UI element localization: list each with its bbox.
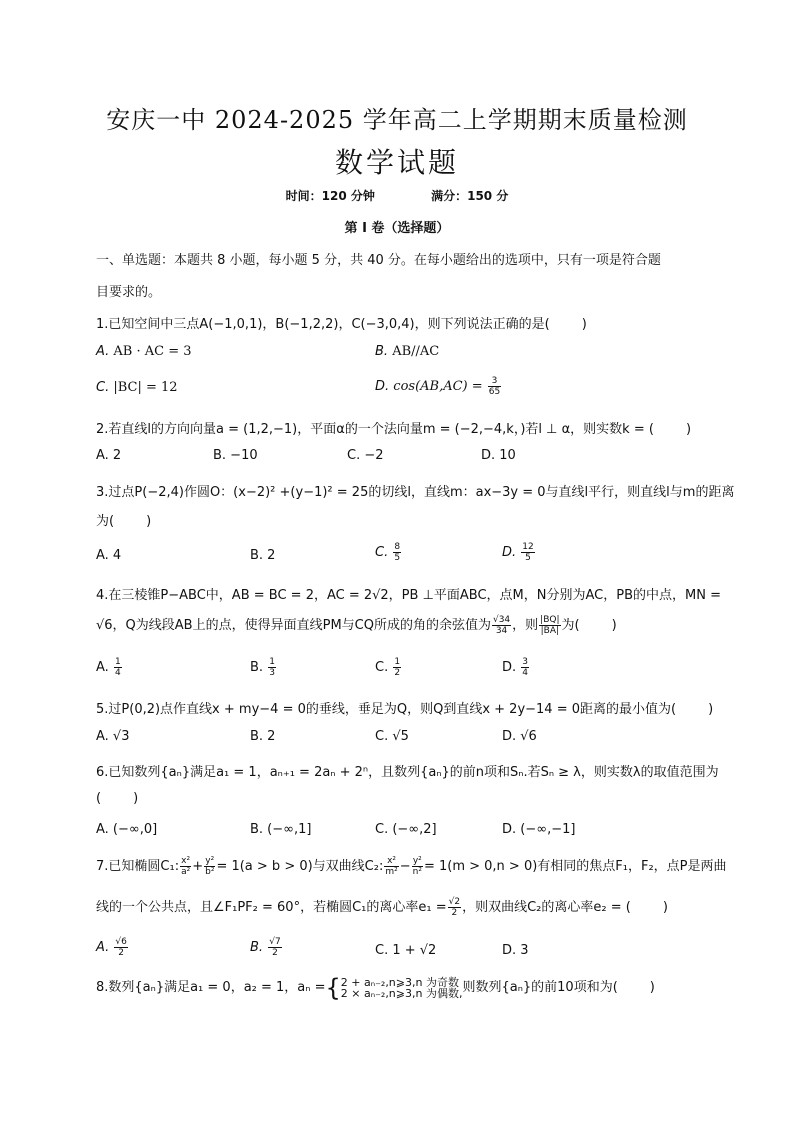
q7-ellipse-x [180, 856, 191, 877]
q7-hyper-x-num: x² [384, 856, 398, 867]
q8-stem1: 8.数列{aₙ}满足a₁ = 0，a₂ = 1，aₙ = [96, 980, 326, 995]
q4-stem2c: 为( [561, 618, 580, 633]
q3-stem2: 为( [96, 514, 115, 529]
section-instruction-2: 目要求的。 [96, 285, 162, 300]
q3-d-fraction [521, 542, 534, 563]
q1-d-den: 65 [488, 387, 501, 397]
q8-piecewise [325, 973, 463, 1002]
q7-stem1c: = 1(m > 0,n > 0)有相同的焦点F₁，F₂，点P是两曲 [423, 859, 727, 874]
q2-option-c: C. −2 [347, 448, 384, 463]
q5-option-c: C. √5 [375, 729, 409, 744]
q2-option-b: B. −10 [213, 448, 258, 463]
q5-option-b: B. 2 [250, 729, 276, 744]
q1-option-d [375, 376, 502, 397]
q6-close: ) [133, 791, 139, 806]
q4-stem2b: ，则 [512, 618, 539, 633]
q3-c-fraction [393, 542, 401, 563]
q7-b-label: B. [250, 940, 264, 955]
q7-ellipse-y-num: y² [205, 856, 215, 866]
q1-option-c [96, 380, 178, 395]
q3-option-c [375, 542, 402, 563]
q2-stem [96, 418, 691, 437]
q3-stem-line2 [96, 510, 151, 529]
q4-c-label: C. [375, 660, 389, 675]
q3-d-label: D. [502, 545, 517, 560]
q4-stem-line2 [96, 614, 617, 636]
q7-stem1a: 7.已知椭圆C₁: [96, 859, 180, 874]
q4-option-b [250, 657, 277, 678]
q7-ellipse-y [204, 856, 215, 877]
q4-a-den: 4 [114, 668, 121, 678]
q7-a-fraction [114, 937, 127, 958]
q4-option-d [502, 657, 530, 678]
q3-option-b: B. 2 [250, 548, 276, 563]
q1-b-label: B. [375, 344, 389, 359]
q4-cos-num: √34 [492, 615, 511, 625]
q7-option-a [96, 937, 129, 958]
q3-d-den: 5 [525, 553, 531, 563]
exam-meta [0, 187, 794, 204]
q2-stem-text: 2.若直线l的方向向量a = (1,2,−1)，平面α的一个法向量m = (−2,−4,k，)若l ⊥ α，则实数k = ( [96, 422, 654, 437]
q7-hyper-y-den: n² [412, 867, 422, 877]
q1-d-num: 3 [488, 376, 501, 387]
q6-stem-line1: 6.已知数列{aₙ}满足a₁ = 1，aₙ₊₁ = 2aₙ + 2ⁿ，且数列{aₙ}的前n项和Sₙ.若Sₙ ≥ λ，则实数λ的取值范围为 [96, 765, 719, 780]
q5-close: ) [708, 702, 714, 717]
q7-b-num: √7 [269, 937, 281, 947]
q4-ratio-den: |BA| [540, 626, 560, 636]
q4-d-fraction [521, 657, 529, 678]
q4-ratio-num: |BQ| [540, 615, 560, 625]
q4-option-a [96, 657, 123, 678]
q7-option-c: C. 1 + √2 [375, 943, 437, 958]
q1-d-label: D. [375, 379, 390, 394]
q3-c-den: 5 [394, 553, 401, 563]
q4-d-num: 3 [522, 657, 529, 667]
q3-stem-line1: 3.过点P(−2,4)作圆O：(x−2)² +(y−1)² = 25的切线l，直线m：ax−3y = 0与直线l平行，则直线l与m的距离 [96, 485, 735, 500]
q1-c-label: C. [96, 380, 110, 395]
q1-d-fraction [488, 376, 501, 397]
q5-stem [96, 698, 713, 717]
q6-stem-line2 [96, 791, 138, 806]
q3-c-num: 8 [394, 542, 401, 552]
q8-stem [96, 973, 655, 1002]
q4-b-label: B. [250, 660, 264, 675]
volume-heading: 第 I 卷（选择题） [344, 221, 450, 236]
q1-c-text: |BC| = 12 [113, 380, 178, 395]
q7-hyper-y [412, 856, 423, 877]
q4-a-num: 1 [114, 657, 121, 667]
q1-stem-text: 1.已知空间中三点A(−1,0,1)，B(−1,2,2)，C(−3,0,4)，则下列说法正确的是( [96, 317, 550, 332]
q7-stem2a: 线的一个公共点，且∠F₁PF₂ = 60°，若椭圆C₁的离心率e₁ = [96, 900, 447, 915]
q4-a-fraction [114, 657, 122, 678]
q4-stem-line1: 4.在三棱锥P−ABC中，AB = BC = 2，AC = 2√2，PB ⊥平面ABC，点M，N分别为AC，PB的中点，MN = [96, 588, 721, 603]
q6-stem2: ( [96, 791, 102, 806]
q3-close: ) [146, 514, 152, 529]
q4-d-den: 4 [522, 668, 529, 678]
q7-hyper-x [384, 856, 398, 877]
q7-ellipse-x-num: x² [181, 856, 191, 866]
q7-stem2b: ，则双曲线C₂的离心率e₂ = ( [462, 900, 631, 915]
q4-b-den: 3 [269, 668, 275, 678]
q7-e1-fraction [448, 897, 461, 918]
q7-ellipse-y-den: b² [205, 867, 215, 877]
q4-ratio-fraction [539, 615, 560, 636]
q2-option-a: A. 2 [96, 448, 122, 463]
q4-cos-den: 34 [495, 626, 508, 636]
q2-option-d: D. 10 [481, 448, 516, 463]
q7-b-fraction [268, 937, 281, 958]
q4-b-num: 1 [269, 657, 275, 667]
q6-option-c: C. (−∞,2] [375, 822, 437, 837]
q8-case1: 2 + aₙ₋₂,n⩾3,n 为奇数 [340, 975, 459, 989]
q4-d-label: D. [502, 660, 517, 675]
q7-stem-line2 [96, 896, 668, 918]
q1-d-text: cos(AB,AC) = [393, 379, 483, 394]
q4-c-num: 1 [394, 657, 401, 667]
q4-a-label: A. [96, 660, 109, 675]
q1-a-label: A. [96, 344, 110, 359]
q4-cos-fraction [492, 615, 511, 636]
q5-stem-text: 5.过P(0,2)点作直线x + my−4 = 0的垂线，垂足为Q，则Q到直线x + 2y−14 = 0距离的最小值为( [96, 702, 677, 717]
q1-stem [96, 313, 587, 332]
q7-e1-num: √2 [448, 897, 461, 907]
q7-a-label: A. [96, 940, 110, 955]
q7-a-num: √6 [115, 937, 127, 947]
q4-c-den: 2 [394, 668, 401, 678]
q1-option-a [96, 344, 192, 359]
q7-e1-den: 2 [451, 908, 458, 918]
q4-close: ) [611, 618, 617, 633]
q3-option-d [502, 542, 536, 563]
exam-time: 时间：120 分钟 [285, 189, 375, 203]
exam-title: 安庆一中 2024-2025 学年高二上学期期末质量检测 [106, 106, 688, 134]
q6-option-d: D. (−∞,−1] [502, 822, 576, 837]
q1-a-text: AB · AC = 3 [113, 344, 192, 359]
q2-close: ) [685, 422, 692, 437]
q7-close: ) [662, 900, 668, 915]
q7-option-b [250, 937, 283, 958]
q3-c-label: C. [375, 545, 389, 560]
q7-stem1b: = 1(a > b > 0)与双曲线C₂: [216, 859, 384, 874]
section-instruction-1: 一、单选题：本题共 8 小题，每小题 5 分，共 40 分。在每小题给出的选项中，只有一项是符合题 [96, 253, 661, 268]
q3-option-a: A. 4 [96, 548, 122, 563]
q4-b-fraction [268, 657, 276, 678]
q1-option-b [375, 344, 439, 359]
q8-stem2: 则数列{aₙ}的前10项和为( [462, 980, 618, 995]
q8-brace-icon: { [325, 973, 341, 1002]
exam-subtitle: 数学试题 [334, 146, 459, 179]
q7-hyper-y-num: y² [412, 856, 422, 866]
q3-d-num: 12 [522, 542, 534, 552]
q7-option-d: D. 3 [502, 943, 529, 958]
q4-stem2a: √6，Q为线段AB上的点，使得异面直线PM与CQ所成的角的余弦值为 [96, 618, 491, 633]
q8-case2: 2 × aₙ₋₂,n⩾3,n 为偶数, [340, 986, 463, 1000]
q5-option-d: D. √6 [502, 729, 537, 744]
q1-b-text: AB//AC [392, 344, 440, 359]
q4-option-c [375, 657, 402, 678]
q6-option-b: B. (−∞,1] [250, 822, 312, 837]
q7-a-den: 2 [118, 948, 125, 958]
q7-hyper-x-den: m² [385, 867, 398, 877]
q4-c-fraction [393, 657, 401, 678]
q8-close: ) [649, 980, 655, 995]
q7-b-den: 2 [272, 948, 278, 958]
q6-option-a: A. (−∞,0] [96, 822, 158, 837]
q1-close: ) [581, 317, 587, 332]
q7-ellipse-x-den: a² [181, 867, 191, 877]
q7-stem-line1: 7.已知椭圆C₁: $\frac{\text{x²}}{\text{a²}}$ + $\frac{\text{y²}}{\text{b²}}$ = 1(a > b > 0)与双曲线C₂: $\frac{\text{x²}}{\text{m²}}$ − $\frac{\text{y²}}{\text{n²}}$ = 1(m > 0,n > 0)有相同的焦点F₁，F₂，点P是两曲 [96, 856, 727, 877]
q5-option-a: A. √3 [96, 729, 130, 744]
exam-score: 满分：150 分 [431, 189, 509, 203]
